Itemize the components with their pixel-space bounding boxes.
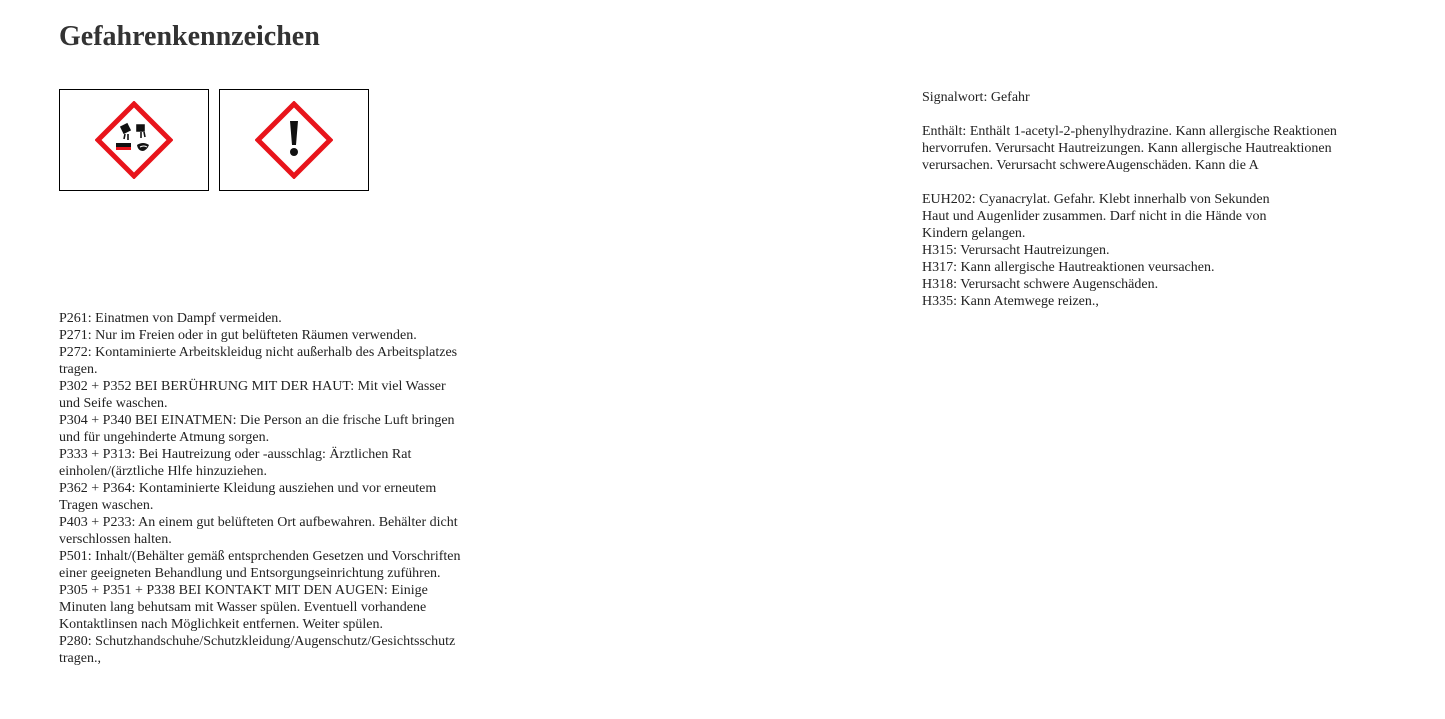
precaution-line: und Seife waschen. — [59, 396, 168, 411]
signal-word: Signalwort: Gefahr — [922, 90, 1030, 105]
precaution-line: P280: Schutzhandschuhe/Schutzkleidung/Augenschutz/Gesichtsschutz — [59, 634, 456, 649]
hazard-line: H315: Verursacht Hautreizungen. — [922, 243, 1110, 258]
pictogram-corrosion — [59, 89, 209, 191]
hazard-line: H335: Kann Atemwege reizen., — [922, 294, 1099, 309]
page-title: Gefahrenkennzeichen — [59, 21, 320, 52]
precaution-line: P403 + P233: An einem gut belüfteten Ort aufbewahren. Behälter dicht — [59, 515, 458, 530]
hazard-line: Kindern gelangen. — [922, 226, 1026, 241]
precaution-line: Kontaktlinsen nach Möglichkeit entfernen. Weiter spülen. — [59, 617, 384, 632]
precaution-line: Minuten lang behutsam mit Wasser spülen. Eventuell vorhandene — [59, 600, 427, 615]
precaution-line: P272: Kontaminierte Arbeitskleidug nicht außerhalb des Arbeitsplatzes — [59, 345, 458, 360]
hazard-statements — [922, 89, 1382, 310]
exclamation-mark-icon — [255, 101, 333, 179]
hazard-line: H317: Kann allergische Hautreaktionen veursachen. — [922, 260, 1215, 275]
precautionary-statements — [59, 310, 499, 667]
precaution-line: P302 + P352 BEI BERÜHRUNG MIT DER HAUT: Mit viel Wasser — [59, 379, 446, 394]
contains-line: Enthält: Enthält 1-acetyl-2-phenylhydrazine. Kann allergische Reaktionen — [922, 124, 1337, 139]
precaution-line: tragen. — [59, 362, 98, 377]
pictogram-exclamation — [219, 89, 369, 191]
precaution-line: P304 + P340 BEI EINATMEN: Die Person an die frische Luft bringen — [59, 413, 455, 428]
corrosion-icon — [95, 101, 173, 179]
precaution-line: P501: Inhalt/(Behälter gemäß entsprchenden Gesetzen und Vorschriften — [59, 549, 461, 564]
precaution-line: P305 + P351 + P338 BEI KONTAKT MIT DEN AUGEN: Einige — [59, 583, 428, 598]
precaution-line: P271: Nur im Freien oder in gut belüfteten Räumen verwenden. — [59, 328, 417, 343]
contains-line: hervorrufen. Verursacht Hautreizungen. Kann allergische Hautreaktionen — [922, 141, 1332, 156]
precaution-line: Tragen waschen. — [59, 498, 154, 513]
precaution-line: verschlossen halten. — [59, 532, 172, 547]
hazard-line: H318: Verursacht schwere Augenschäden. — [922, 277, 1159, 292]
precaution-line: P362 + P364: Kontaminierte Kleidung ausziehen und vor erneutem — [59, 481, 437, 496]
precaution-line: und für ungehinderte Atmung sorgen. — [59, 430, 270, 445]
precaution-line: P261: Einatmen von Dampf vermeiden. — [59, 311, 282, 326]
hazard-line: Haut und Augenlider zusammen. Darf nicht in die Hände von — [922, 209, 1267, 224]
contains-line: verursachen. Verursacht schwereAugenschäden. Kann die A — [922, 158, 1259, 173]
precaution-line: tragen., — [59, 651, 101, 666]
precaution-line: P333 + P313: Bei Hautreizung oder -ausschlag: Ärztlichen Rat — [59, 447, 412, 462]
hazard-line: EUH202: Cyanacrylat. Gefahr. Klebt innerhalb von Sekunden — [922, 192, 1270, 207]
precaution-line: einer geeigneten Behandlung und Entsorgungseinrichtung zuführen. — [59, 566, 441, 581]
precaution-line: einholen/(ärztliche Hlfe hinzuziehen. — [59, 464, 267, 479]
